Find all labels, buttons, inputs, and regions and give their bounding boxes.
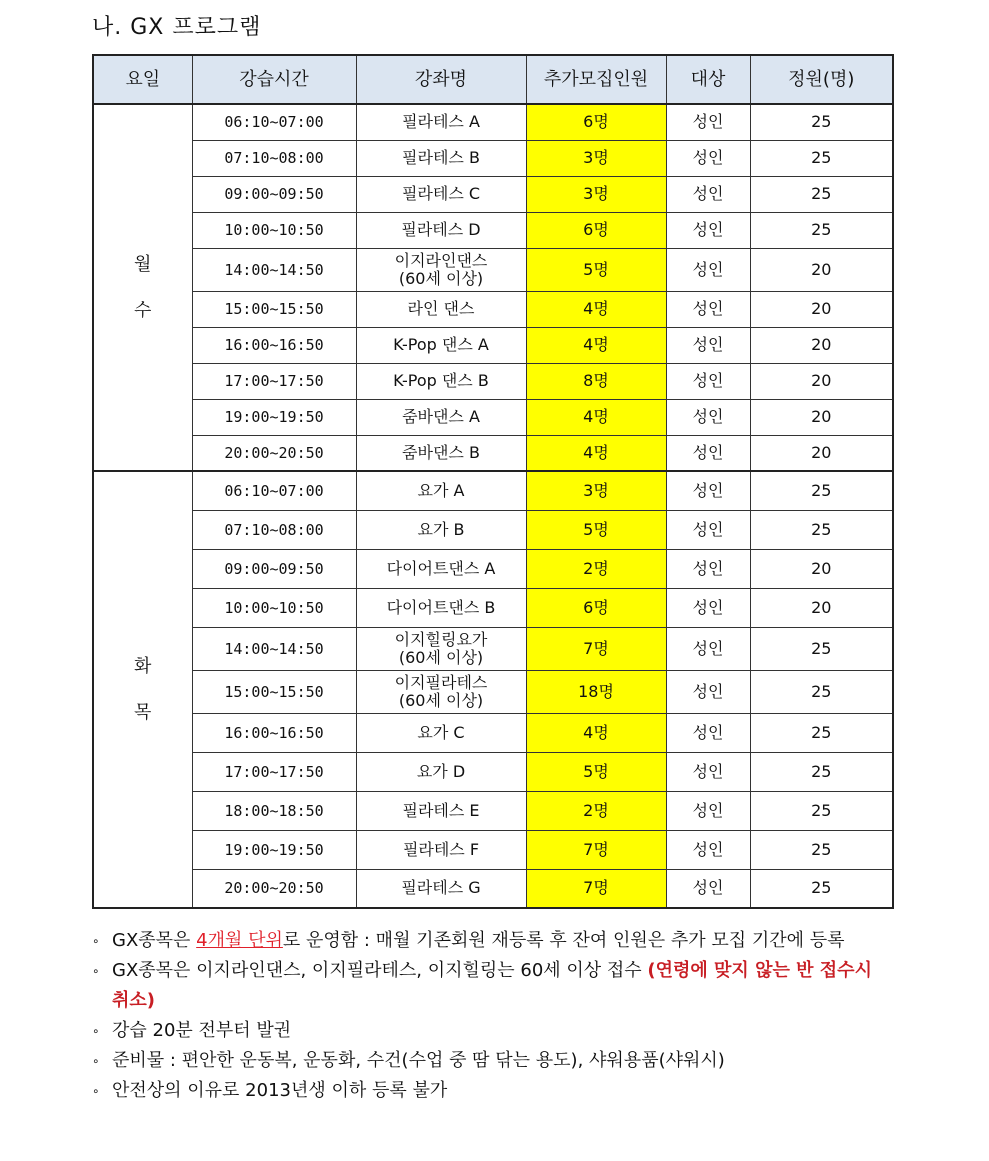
capacity-cell: 25 [750,713,893,752]
target-cell: 성인 [666,670,750,713]
capacity-cell: 25 [750,869,893,908]
note-text: 강습 20분 전부터 발권 [112,1020,292,1041]
additional-recruit-cell: 4명 [526,291,666,327]
time-cell: 15:00~15:50 [192,291,356,327]
target-cell: 성인 [666,627,750,670]
class-name-line: (60세 이상) [398,690,484,710]
time-cell: 07:10~08:00 [192,140,356,176]
additional-recruit-cell: 6명 [526,212,666,248]
capacity-cell: 25 [750,791,893,830]
target-cell: 성인 [666,176,750,212]
time-cell: 20:00~20:50 [192,869,356,908]
time-cell: 07:10~08:00 [192,510,356,549]
note-text: 4개월 단위 [196,930,283,951]
target-cell: 성인 [666,104,750,140]
class-name-cell [356,869,526,908]
table-row [93,869,893,908]
additional-recruit-cell: 3명 [526,176,666,212]
class-name-cell [356,104,526,140]
note-item [92,1076,892,1106]
day-group-cell [93,471,192,908]
section-heading: 나. GX 프로그램 [92,15,262,40]
target-cell: 성인 [666,471,750,510]
header-additional-recruit: 추가모집인원 [526,55,666,104]
class-name-cell [356,549,526,588]
time-cell: 06:10~07:00 [192,104,356,140]
capacity-cell: 25 [750,140,893,176]
day-group-cell [93,104,192,471]
time-cell: 17:00~17:50 [192,752,356,791]
notes-list [92,926,892,1106]
table-row [93,363,893,399]
class-name-line: (60세 이상) [398,647,484,667]
table-row [93,291,893,327]
class-name-cell [356,830,526,869]
class-name-cell [356,140,526,176]
class-name-line: 필라테스 E [402,800,480,820]
target-cell: 성인 [666,363,750,399]
time-cell: 19:00~19:50 [192,399,356,435]
class-name-line: 요가 D [416,761,466,781]
target-cell: 성인 [666,549,750,588]
target-cell: 성인 [666,291,750,327]
day-label: 목 [134,701,152,723]
capacity-cell: 20 [750,549,893,588]
table-row [93,549,893,588]
target-cell: 성인 [666,510,750,549]
class-name-cell [356,627,526,670]
target-cell: 성인 [666,830,750,869]
capacity-cell: 25 [750,176,893,212]
note-text: GX종목은 이지라인댄스, 이지필라테스, 이지힐링는 60세 이상 접수 [112,960,648,981]
note-item [92,956,892,1016]
time-cell: 10:00~10:50 [192,212,356,248]
table-row [93,176,893,212]
note-item [92,1016,892,1046]
table-row [93,510,893,549]
target-cell: 성인 [666,327,750,363]
capacity-cell: 25 [750,752,893,791]
note-text: 준비물 : 편안한 운동복, 운동화, 수건(수업 중 땀 닦는 용도), 샤워용품(샤워시) [112,1050,725,1071]
bullet-icon: ∘ [92,1024,100,1038]
target-cell: 성인 [666,248,750,291]
class-name-cell [356,791,526,830]
target-cell: 성인 [666,212,750,248]
class-name-cell [356,363,526,399]
class-name-line: 필라테스 F [402,839,480,859]
class-name-line: K-Pop 댄스 B [393,371,489,390]
target-cell: 성인 [666,869,750,908]
class-name-line: 요가 C [417,722,465,742]
day-label: 수 [134,299,152,321]
class-name-cell [356,399,526,435]
target-cell: 성인 [666,588,750,627]
class-name-line: 필라테스 A [402,112,480,132]
additional-recruit-cell: 4명 [526,327,666,363]
class-name-line: 필라테스 D [401,220,481,239]
class-name-line: 다이어트댄스 A [386,558,496,578]
additional-recruit-cell: 4명 [526,435,666,471]
capacity-cell: 25 [750,670,893,713]
time-cell: 10:00~10:50 [192,588,356,627]
class-name-cell [356,471,526,510]
time-cell: 16:00~16:50 [192,327,356,363]
table-row [93,140,893,176]
target-cell: 성인 [666,713,750,752]
additional-recruit-cell: 6명 [526,104,666,140]
class-name-cell [356,435,526,471]
class-name-line: 필라테스 G [401,878,481,898]
time-cell: 14:00~14:50 [192,627,356,670]
class-name-line: 줌바댄스 B [402,442,480,462]
additional-recruit-cell: 2명 [526,549,666,588]
header-target: 대상 [666,55,750,104]
class-name-cell [356,713,526,752]
class-name-line: 이지라인댄스 [394,250,488,270]
additional-recruit-cell: 7명 [526,627,666,670]
note-text: 로 운영함 : 매월 기존회원 재등록 후 잔여 인원은 추가 모집 기간에 등록 [282,930,845,951]
additional-recruit-cell: 2명 [526,791,666,830]
class-name-line: 이지힐링요가 [394,629,488,649]
additional-recruit-cell: 5명 [526,752,666,791]
class-name-line: 라인 댄스 [407,299,475,318]
table-row [93,752,893,791]
header-time: 강습시간 [192,55,356,104]
note-item [92,926,892,956]
table-row [93,791,893,830]
capacity-cell: 20 [750,248,893,291]
additional-recruit-cell: 5명 [526,248,666,291]
class-name-line: 요가 B [417,519,465,539]
table-row [93,471,893,510]
capacity-cell: 25 [750,627,893,670]
capacity-cell: 20 [750,399,893,435]
additional-recruit-cell: 5명 [526,510,666,549]
bullet-icon: ∘ [92,964,100,978]
bullet-icon: ∘ [92,1054,100,1068]
bullet-icon: ∘ [92,934,100,948]
additional-recruit-cell: 4명 [526,713,666,752]
class-name-cell [356,510,526,549]
target-cell: 성인 [666,435,750,471]
capacity-cell: 20 [750,588,893,627]
table-row [93,830,893,869]
class-name-line: (60세 이상) [398,268,484,288]
note-text: (연령에 맞지 않는 반 접수시 취소) [112,960,872,1011]
capacity-cell: 25 [750,471,893,510]
class-name-line: 줌바댄스 A [402,407,480,426]
time-cell: 09:00~09:50 [192,176,356,212]
class-name-line: K-Pop 댄스 A [393,335,489,354]
table-row [93,588,893,627]
capacity-cell: 20 [750,291,893,327]
note-text: GX종목은 [112,930,197,951]
time-cell: 20:00~20:50 [192,435,356,471]
target-cell: 성인 [666,791,750,830]
table-row [93,327,893,363]
note-item [92,1046,892,1076]
class-name-line: 필라테스 B [402,148,480,167]
time-cell: 06:10~07:00 [192,471,356,510]
class-name-cell [356,670,526,713]
capacity-cell: 25 [750,104,893,140]
additional-recruit-cell: 4명 [526,399,666,435]
header-capacity: 정원(명) [750,55,893,104]
target-cell: 성인 [666,752,750,791]
class-name-line: 이지필라테스 [394,672,488,692]
time-cell: 14:00~14:50 [192,248,356,291]
additional-recruit-cell: 6명 [526,588,666,627]
target-cell: 성인 [666,140,750,176]
class-name-cell [356,291,526,327]
class-name-line: 요가 A [417,480,465,500]
capacity-cell: 20 [750,363,893,399]
capacity-cell: 25 [750,212,893,248]
time-cell: 16:00~16:50 [192,713,356,752]
time-cell: 17:00~17:50 [192,363,356,399]
bullet-icon: ∘ [92,1084,100,1098]
day-label: 월 [134,253,152,275]
table-row [93,627,893,670]
table-row [93,670,893,713]
additional-recruit-cell: 3명 [526,140,666,176]
gx-schedule-table [92,54,894,909]
table-row [93,399,893,435]
note-text: 안전상의 이유로 2013년생 이하 등록 불가 [112,1080,448,1101]
additional-recruit-cell: 7명 [526,830,666,869]
class-name-line: 필라테스 C [401,184,481,203]
class-name-line: 다이어트댄스 B [386,597,496,617]
day-label: 화 [134,655,152,677]
table-row [93,435,893,471]
class-name-cell [356,588,526,627]
table-header-row [93,55,893,104]
additional-recruit-cell: 7명 [526,869,666,908]
target-cell: 성인 [666,399,750,435]
table-row [93,248,893,291]
table-body [93,104,893,908]
time-cell: 09:00~09:50 [192,549,356,588]
table-row [93,212,893,248]
table-row [93,104,893,140]
header-day: 요일 [93,55,192,104]
time-cell: 19:00~19:50 [192,830,356,869]
additional-recruit-cell: 18명 [526,670,666,713]
table-row [93,713,893,752]
class-name-cell [356,248,526,291]
header-class-name: 강좌명 [356,55,526,104]
time-cell: 15:00~15:50 [192,670,356,713]
class-name-cell [356,752,526,791]
time-cell: 18:00~18:50 [192,791,356,830]
capacity-cell: 25 [750,830,893,869]
class-name-cell [356,176,526,212]
class-name-cell [356,327,526,363]
capacity-cell: 20 [750,435,893,471]
capacity-cell: 25 [750,510,893,549]
capacity-cell: 20 [750,327,893,363]
class-name-cell [356,212,526,248]
additional-recruit-cell: 8명 [526,363,666,399]
additional-recruit-cell: 3명 [526,471,666,510]
